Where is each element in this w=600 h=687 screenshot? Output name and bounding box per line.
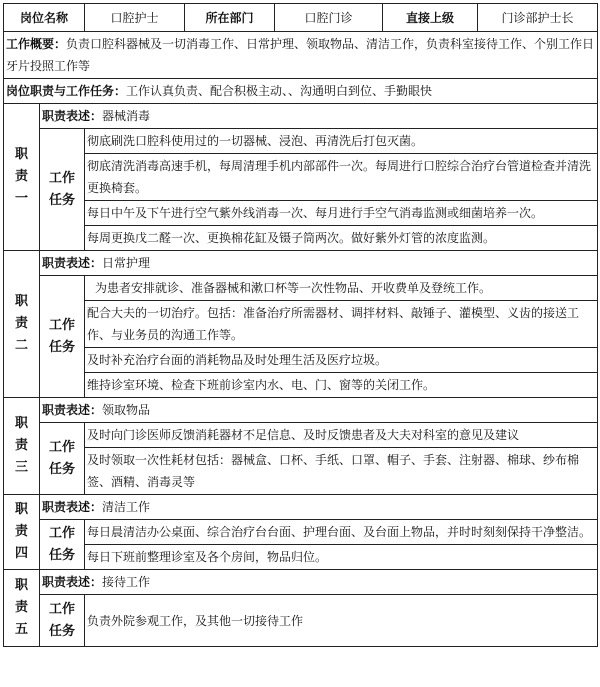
duty-1-desc — [40, 104, 598, 129]
overview-row — [4, 32, 598, 79]
duties-heading-cell — [4, 79, 598, 104]
duty-2-desc — [40, 251, 598, 276]
duty-4-desc-row — [4, 495, 598, 520]
overview-label: 工作概要： — [6, 37, 67, 51]
duty-1-task-1: 彻底刷洗口腔科使用过的一切器械、浸泡、再清洗后打包灭菌。 — [85, 129, 598, 154]
dept-label: 所在部门 — [185, 4, 275, 32]
superior-label: 直接上级 — [383, 4, 478, 32]
duty-1-task-2: 彻底清洗消毒高速手机，每周清理手机内部部件一次。每周进行口腔综合治疗台管道检查并清洗更换椅套。 — [85, 154, 598, 201]
desc-label: 职责表述： — [42, 575, 103, 589]
work-task-label: 工作 任务 — [40, 520, 85, 570]
duty-2-task-3: 及时补充治疗台面的消耗物品及时处理生活及医疗垃圾。 — [85, 348, 598, 373]
duty-3-desc-row — [4, 398, 598, 423]
duty-2-task-2: 配合大夫的一切治疗。包括：准备治疗所需器材、调拌材料、敲锤子、灌模型、义齿的接送工作、与业务员的沟通工作等。 — [85, 301, 598, 348]
duty-3-title: 职 责 三 — [4, 398, 40, 495]
duty-5-desc — [40, 570, 598, 595]
duty-1-task-row — [4, 201, 598, 226]
desc-label: 职责表述： — [42, 500, 103, 514]
duties-heading-label: 岗位职责与工作任务： — [6, 84, 127, 98]
overview-cell — [4, 32, 598, 79]
superior-value: 门诊部护士长 — [478, 4, 598, 32]
position-label: 岗位名称 — [4, 4, 85, 32]
duty-3-task-row — [4, 448, 598, 495]
job-description-table — [3, 3, 598, 647]
work-task-label: 工作 任务 — [40, 129, 85, 251]
duty-1-task-4: 每周更换戊二醛一次、更换棉花缸及镊子筒两次。做好紫外灯管的浓度监测。 — [85, 226, 598, 251]
duty-4-title: 职 责 四 — [4, 495, 40, 570]
duty-2-title: 职 责 二 — [4, 251, 40, 398]
duty-2-task-4: 维持诊室环境、检查下班前诊室内水、电、门、窗等的关闭工作。 — [85, 373, 598, 398]
duty-1-desc-row — [4, 104, 598, 129]
duty-3-description: 领取物品 — [102, 403, 151, 417]
duty-2-task-row — [4, 276, 598, 301]
duty-1-title: 职 责 一 — [4, 104, 40, 251]
duty-5-task-1: 负责外院参观工作，及其他一切接待工作 — [85, 595, 598, 647]
duty-3-task-2: 及时领取一次性耗材包括：器械盒、口杯、手纸、口罩、帽子、手套、注射器、棉球、纱布棉签、酒精、消毒灵等 — [85, 448, 598, 495]
duty-5-task-row — [4, 595, 598, 647]
duty-2-desc-row — [4, 251, 598, 276]
duty-1-task-row — [4, 129, 598, 154]
duty-1-description: 器械消毒 — [102, 109, 151, 123]
overview-text: 负责口腔科器械及一切消毒工作、日常护理、领取物品、清洁工作，负责科室接待工作、个别工作日牙片投照工作等 — [6, 37, 595, 73]
duties-heading-text: 工作认真负责、配合积极主动、、沟通明白到位、手勤眼快 — [126, 84, 433, 98]
desc-label: 职责表述： — [42, 403, 103, 417]
dept-value: 口腔门诊 — [275, 4, 383, 32]
duty-4-description: 清洁工作 — [102, 500, 151, 514]
duty-2-task-1: 为患者安排就诊、准备器械和漱口杯等一次性物品、开收费单及登统工作。 — [85, 276, 598, 301]
work-task-label: 工作 任务 — [40, 595, 85, 647]
duty-1-task-row — [4, 226, 598, 251]
duty-3-task-1: 及时向门诊医师反馈消耗器材不足信息、及时反馈患者及大夫对科室的意见及建议 — [85, 423, 598, 448]
duty-3-task-row — [4, 423, 598, 448]
duty-2-description: 日常护理 — [102, 256, 151, 270]
duty-1-task-row — [4, 154, 598, 201]
duty-5-desc-row — [4, 570, 598, 595]
duty-2-task-row — [4, 301, 598, 348]
duty-4-task-row — [4, 520, 598, 545]
duty-4-task-row — [4, 545, 598, 570]
duty-4-task-2: 每日下班前整理诊室及各个房间，物品归位。 — [85, 545, 598, 570]
duty-4-task-1: 每日晨清洁办公桌面、综合治疗台台面、护理台面、及台面上物品，并时时刻刻保持干净整洁。 — [85, 520, 598, 545]
duty-5-description: 接待工作 — [102, 575, 151, 589]
duty-3-desc — [40, 398, 598, 423]
work-task-label: 工作 任务 — [40, 276, 85, 398]
duty-2-task-row — [4, 373, 598, 398]
duty-2-task-row — [4, 348, 598, 373]
position-value: 口腔护士 — [85, 4, 185, 32]
duty-5-title: 职 责 五 — [4, 570, 40, 647]
work-task-label: 工作 任务 — [40, 423, 85, 495]
duty-4-desc — [40, 495, 598, 520]
header-row — [4, 4, 598, 32]
duty-1-task-3: 每日中午及下午进行空气紫外线消毒一次、每月进行手空气消毒监测或细菌培养一次。 — [85, 201, 598, 226]
desc-label: 职责表述： — [42, 256, 103, 270]
desc-label: 职责表述： — [42, 109, 103, 123]
duties-heading-row — [4, 79, 598, 104]
